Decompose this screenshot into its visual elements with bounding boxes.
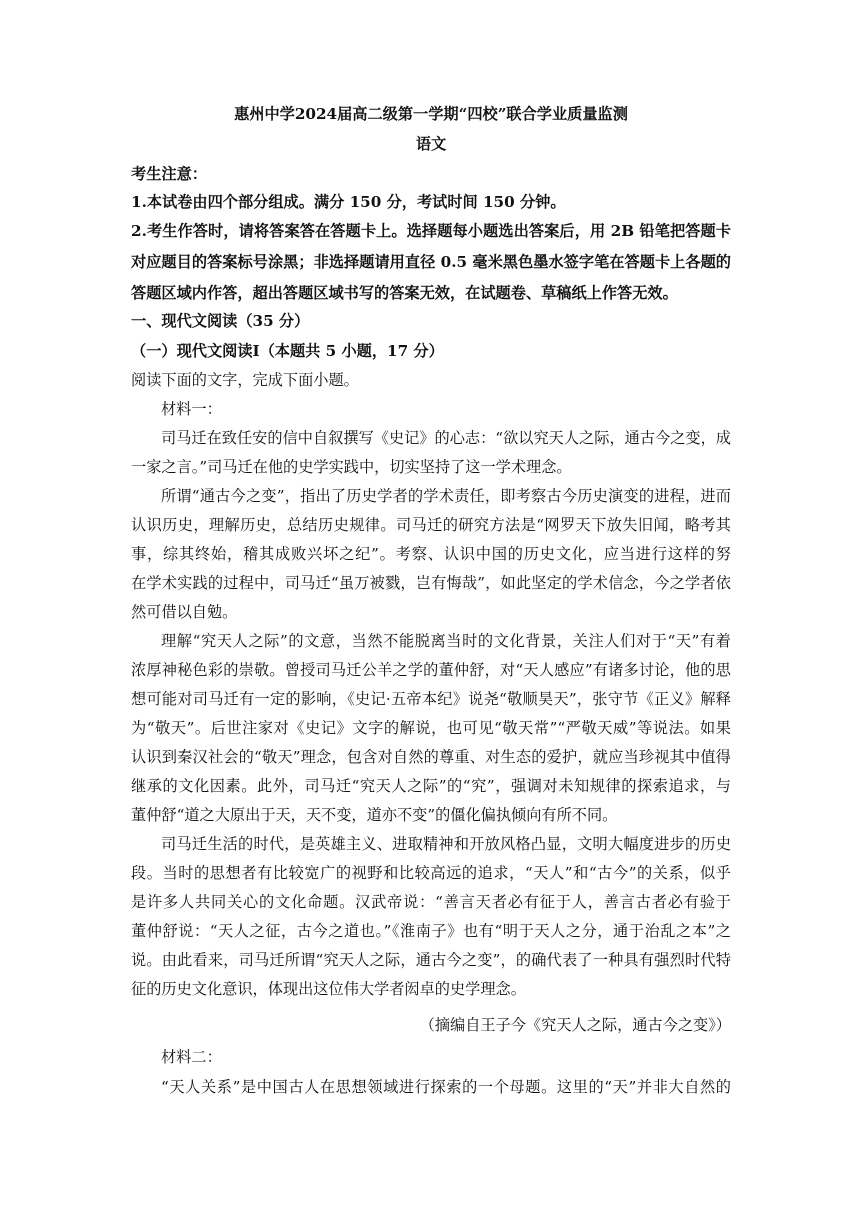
paragraph-4-line-2: 段。当时的思想者有比较宽广的视野和比较高远的追求，“天人”和“古今”的关系，似乎	[131, 864, 731, 882]
paragraph-2-line-4: 在学术实践的过程中，司马迁“虽万被戮，岂有悔哉”，如此坚定的学术信念，今之学者依	[131, 574, 731, 592]
paragraph-2-line-3: 事，综其终始，稽其成败兴坏之纪”。考察、认识中国的历史文化，应当进行这样的努	[131, 545, 731, 563]
paragraph-3-line-3: 想可能对司马迁有一定的影响，《史记·五帝本纪》说尧“敬顺昊天”，张守节《正义》解释	[131, 690, 731, 708]
paragraph-4-line-4: 董仲舒说：“天人之征，古今之道也。”《淮南子》也有“明于天人之分，通于治乱之本”之	[131, 922, 731, 940]
paragraph-2-line-1: 所谓“通古今之变”，指出了历史学者的学术责任，即考察古今历史演变的进程，进而	[161, 487, 731, 505]
paragraph-4-line-1: 司马迁生活的时代，是英雄主义、进取精神和开放风格凸显，文明大幅度进步的历史	[161, 835, 731, 853]
material-2-label: 材料二：	[161, 1048, 222, 1066]
paragraph-2-line-2: 认识历史，理解历史，总结历史规律。司马迁的研究方法是“网罗天下放失旧闻，略考其	[131, 516, 731, 534]
source-note: （摘编自王子今《究天人之际，通古今之变》）	[419, 1016, 731, 1034]
notice-item-2-line-2: 对应题目的答案标号涂黑；非选择题请用直径 0.5 毫米黑色墨水签字笔在答题卡上各题的	[131, 253, 731, 271]
notice-item-2-line-1: 2.考生作答时，请将答案答在答题卡上。选择题每小题选出答案后，用 2B 铅笔把答题卡	[131, 222, 731, 240]
notice-heading: 考生注意：	[131, 165, 207, 183]
paragraph-3-line-2: 浓厚神秘色彩的崇敬。曾授司马迁公羊之学的董仲舒，对“天人感应”有诸多讨论，他的思	[131, 661, 731, 679]
exam-title: 惠州中学2024届高二级第一学期“四校”联合学业质量监测	[234, 105, 628, 123]
notice-item-1: 1.本试卷由四个部分组成。满分 150 分，考试时间 150 分钟。	[131, 193, 566, 211]
paragraph-2-line-5: 然可借以自勉。	[131, 603, 238, 621]
material-1-label: 材料一：	[161, 400, 222, 418]
paragraph-3-line-5: 认识到秦汉社会的“敬天”理念，包含对自然的尊重、对生态的爱护，就应当珍视其中值得	[131, 748, 731, 766]
paragraph-5-line-1: “天人关系”是中国古人在思想领域进行探索的一个母题。这里的“天”并非大自然的	[161, 1078, 731, 1096]
subject-title: 语文	[415, 135, 447, 153]
section-heading: 一、现代文阅读（35 分）	[131, 312, 310, 330]
paragraph-4-line-5: 说。由此看来，司马迁所谓“究天人之际，通古今之变”，的确代表了一种具有强烈时代特	[131, 951, 731, 969]
reading-instruction: 阅读下面的文字，完成下面小题。	[131, 371, 359, 389]
paragraph-3-line-4: 为“敬天”。后世注家对《史记》文字的解说，也可见“敬天常”“严敬天威”等说法。如果	[131, 719, 731, 737]
paragraph-3-line-7: 董仲舒“道之大原出于天，天不变，道亦不变”的僵化偏执倾向有所不同。	[131, 806, 618, 824]
paragraph-3-line-1: 理解“究天人之际”的文意，当然不能脱离当时的文化背景，关注人们对于“天”有着	[161, 632, 731, 650]
paragraph-4-line-3: 是许多人共同关心的文化命题。汉武帝说：“善言天者必有征于人，善言古者必有验于	[131, 893, 731, 911]
paragraph-1-line-2: 一家之言。”司马迁在他的史学实践中，切实坚持了这一学术理念。	[131, 458, 572, 476]
subsection-heading: （一）现代文阅读Ⅰ（本题共 5 小题，17 分）	[131, 342, 444, 360]
paragraph-1-line-1: 司马迁在致任安的信中自叙撰写《史记》的心志：“欲以究天人之际，通古今之变，成	[161, 429, 731, 447]
notice-item-2-line-3: 答题区域内作答，超出答题区域书写的答案无效，在试题卷、草稿纸上作答无效。	[131, 284, 678, 302]
paragraph-3-line-6: 继承的文化因素。此外，司马迁“究天人之际”的“究”，强调对未知规律的探索追求，与	[131, 777, 731, 795]
paragraph-4-line-6: 征的历史文化意识，体现出这位伟大学者闳卓的史学理念。	[131, 980, 526, 998]
